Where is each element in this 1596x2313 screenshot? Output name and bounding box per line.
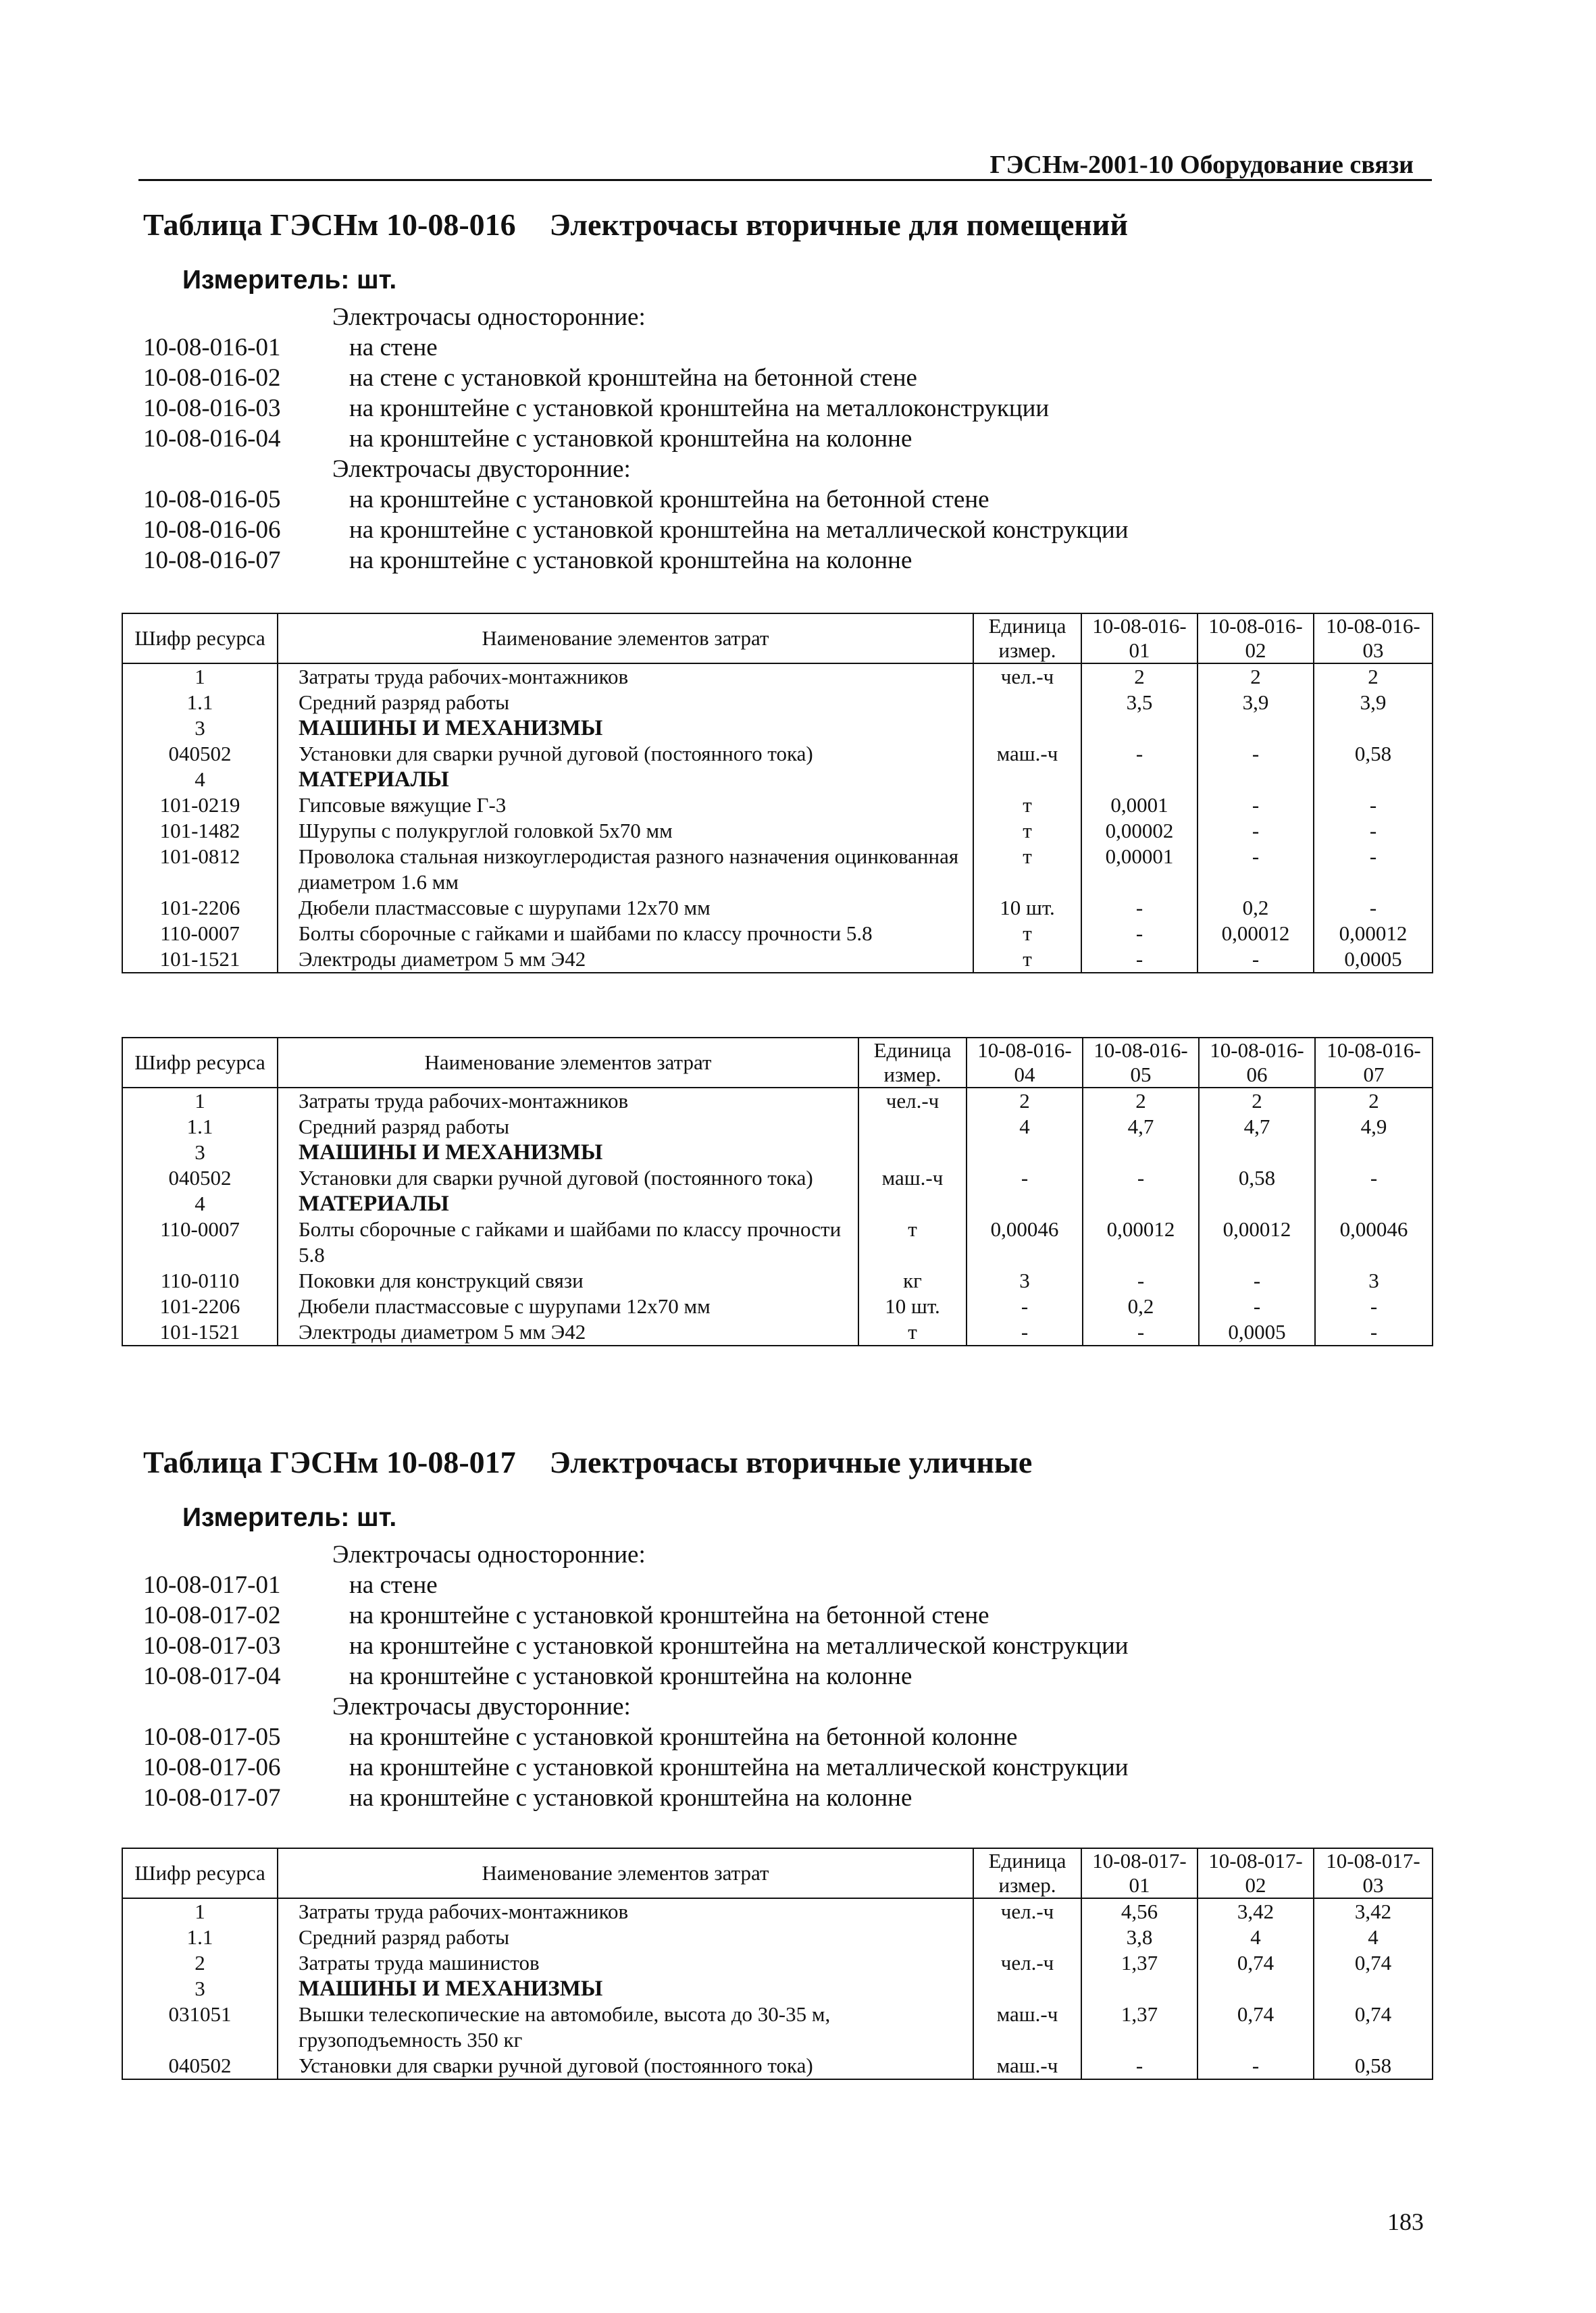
value-cell: -: [1314, 844, 1433, 895]
value-cell: -: [1081, 895, 1198, 921]
value-cell: 0,74: [1198, 1950, 1314, 1976]
value-cell: 3,42: [1198, 1898, 1314, 1925]
table-row: [122, 690, 1433, 715]
value-cell: -: [1198, 818, 1314, 844]
value-cell: 0,2: [1198, 895, 1314, 921]
value-cell: -: [1198, 2053, 1314, 2079]
resource-code: 3: [122, 715, 278, 741]
value-cell: 0,0001: [1081, 792, 1198, 818]
value-cell: 0,00012: [1314, 921, 1433, 946]
list-item-code: 10-08-017-04: [143, 1662, 281, 1690]
value-cell: [967, 1191, 1083, 1217]
value-cell: -: [1315, 1294, 1433, 1319]
value-cell: -: [1315, 1319, 1433, 1346]
resource-code: 1: [122, 1088, 278, 1114]
list-item: [143, 332, 1129, 363]
value-cell: [1199, 1191, 1315, 1217]
list-item: [143, 302, 1129, 332]
table-10-08-016-part2: [122, 1037, 1433, 1346]
list-item: [143, 1600, 1129, 1631]
list-item: [143, 484, 1129, 515]
value-cell: -: [1199, 1294, 1315, 1319]
header-rule: [138, 179, 1432, 181]
unit-cell: т: [858, 1217, 967, 1268]
running-header: ГЭСНм-2001-10 Оборудование связи: [989, 151, 1414, 179]
column-header: 10-08-017-01: [1081, 1848, 1198, 1898]
list-item: [143, 1692, 1129, 1722]
cost-item-name: МАТЕРИАЛЫ: [278, 767, 973, 792]
resource-code: 3: [122, 1140, 278, 1165]
unit-cell: т: [973, 792, 1081, 818]
value-cell: -: [967, 1165, 1083, 1191]
value-cell: -: [967, 1319, 1083, 1346]
unit-cell: [858, 1140, 967, 1165]
cost-item-name: МАШИНЫ И МЕХАНИЗМЫ: [278, 1140, 858, 1165]
list-item-text: на кронштейне с установкой кронштейна на бетонной стене: [349, 1602, 989, 1629]
resource-code: 040502: [122, 741, 278, 767]
value-cell: [1198, 1976, 1314, 2002]
value-cell: 0,00012: [1083, 1217, 1199, 1268]
list-item-code: 10-08-016-05: [143, 486, 281, 513]
value-cell: 2: [1199, 1088, 1315, 1114]
resource-code: 031051: [122, 2002, 278, 2053]
resource-code: 1.1: [122, 690, 278, 715]
cost-item-name: Вышки телескопические на автомобиле, высота до 30-35 м, грузоподъемность 350 кг: [278, 2002, 973, 2053]
column-header: Шифр ресурса: [122, 1038, 278, 1088]
list-item-code: 10-08-017-07: [143, 1784, 281, 1812]
value-cell: 0,74: [1314, 1950, 1433, 1976]
cost-item-name: Гипсовые вяжущие Г-3: [278, 792, 973, 818]
resource-code: 4: [122, 767, 278, 792]
value-cell: 2: [1198, 663, 1314, 690]
value-cell: 0,00046: [1315, 1217, 1433, 1268]
table-row: [122, 1268, 1433, 1294]
list-item-text: на кронштейне с установкой кронштейна на металлической конструкции: [349, 1754, 1129, 1781]
table-row: [122, 844, 1433, 895]
cost-item-name: Шурупы с полукруглой головкой 5х70 мм: [278, 818, 973, 844]
cost-item-name: Электроды диаметром 5 мм Э42: [278, 1319, 858, 1346]
list-item: [143, 1570, 1129, 1600]
value-cell: 0,00046: [967, 1217, 1083, 1268]
unit-cell: [973, 1976, 1081, 2002]
value-cell: 4: [1314, 1925, 1433, 1950]
resource-code: 110-0007: [122, 1217, 278, 1268]
value-cell: 3,9: [1198, 690, 1314, 715]
table-row: [122, 1898, 1433, 1925]
cost-item-name: Средний разряд работы: [278, 1114, 858, 1140]
list-item-code: 10-08-016-04: [143, 425, 281, 453]
value-cell: [1083, 1191, 1199, 1217]
cost-item-name: Средний разряд работы: [278, 690, 973, 715]
value-cell: 2: [1315, 1088, 1433, 1114]
list-item-text: на кронштейне с установкой кронштейна на колонне: [349, 425, 912, 453]
value-cell: [1199, 1140, 1315, 1165]
value-cell: -: [1199, 1268, 1315, 1294]
list-item-code: 10-08-016-01: [143, 334, 281, 361]
column-header: 10-08-016-06: [1199, 1038, 1315, 1088]
cost-item-name: МАТЕРИАЛЫ: [278, 1191, 858, 1217]
column-header: Наименование элементов затрат: [278, 613, 973, 663]
value-cell: 0,74: [1198, 2002, 1314, 2053]
value-cell: 4,7: [1199, 1114, 1315, 1140]
value-cell: 4,56: [1081, 1898, 1198, 1925]
value-cell: -: [1083, 1268, 1199, 1294]
resource-code: 110-0110: [122, 1268, 278, 1294]
section2-title: [143, 1444, 1032, 1480]
cost-item-name: Электроды диаметром 5 мм Э42: [278, 946, 973, 973]
list-item-code: 10-08-016-03: [143, 395, 281, 422]
table-row: [122, 1191, 1433, 1217]
value-cell: -: [1198, 844, 1314, 895]
table-row: [122, 1217, 1433, 1268]
list-item-code: 10-08-017-03: [143, 1632, 281, 1660]
section1-label: Таблица ГЭСНм 10-08-016: [143, 207, 516, 242]
value-cell: 3: [1315, 1268, 1433, 1294]
unit-cell: чел.-ч: [973, 1898, 1081, 1925]
unit-cell: т: [973, 921, 1081, 946]
value-cell: 0,58: [1314, 741, 1433, 767]
resource-code: 101-1521: [122, 946, 278, 973]
list-item-code: 10-08-017-02: [143, 1602, 281, 1629]
unit-cell: [973, 767, 1081, 792]
resource-code: 4: [122, 1191, 278, 1217]
list-item: [143, 1722, 1129, 1752]
unit-cell: маш.-ч: [858, 1165, 967, 1191]
list-item: [143, 1631, 1129, 1661]
resource-code: 1: [122, 1898, 278, 1925]
unit-cell: [973, 1925, 1081, 1950]
column-header: 10-08-017-03: [1314, 1848, 1433, 1898]
unit-cell: [973, 715, 1081, 741]
cost-item-name: Установки для сварки ручной дуговой (постоянного тока): [278, 741, 973, 767]
resource-code: 101-2206: [122, 895, 278, 921]
value-cell: 2: [1314, 663, 1433, 690]
list-item-code: 10-08-016-02: [143, 364, 281, 392]
value-cell: 1,37: [1081, 1950, 1198, 1976]
value-cell: -: [1314, 792, 1433, 818]
value-cell: 3,8: [1081, 1925, 1198, 1950]
table-10-08-017: [122, 1848, 1433, 2080]
table-row: [122, 2053, 1433, 2079]
table-row: [122, 792, 1433, 818]
value-cell: [967, 1140, 1083, 1165]
unit-cell: маш.-ч: [973, 2002, 1081, 2053]
table-row: [122, 1165, 1433, 1191]
resource-code: 110-0007: [122, 921, 278, 946]
resource-code: 040502: [122, 1165, 278, 1191]
table-row: [122, 1950, 1433, 1976]
list-item-code: 10-08-017-01: [143, 1571, 281, 1599]
value-cell: [1315, 1191, 1433, 1217]
table-row: [122, 1114, 1433, 1140]
cost-item-name: Поковки для конструкций связи: [278, 1268, 858, 1294]
list-item-code: 10-08-017-05: [143, 1723, 281, 1751]
value-cell: 0,00002: [1081, 818, 1198, 844]
value-cell: -: [1198, 741, 1314, 767]
column-header: Наименование элементов затрат: [278, 1848, 973, 1898]
section1-name: Электрочасы вторичные для помещений: [549, 207, 1128, 242]
cost-item-name: МАШИНЫ И МЕХАНИЗМЫ: [278, 715, 973, 741]
cost-item-name: Установки для сварки ручной дуговой (постоянного тока): [278, 1165, 858, 1191]
table-10-08-016-part1: [122, 613, 1433, 973]
cost-item-name: Затраты труда рабочих-монтажников: [278, 1898, 973, 1925]
table-row: [122, 715, 1433, 741]
column-header: 10-08-016-04: [967, 1038, 1083, 1088]
cost-item-name: Затраты труда рабочих-монтажников: [278, 1088, 858, 1114]
table-row: [122, 663, 1433, 690]
column-header: Шифр ресурса: [122, 1848, 278, 1898]
list-item-text: на кронштейне с установкой кронштейна на бетонной стене: [349, 486, 989, 513]
table-row: [122, 1088, 1433, 1114]
unit-cell: маш.-ч: [973, 2053, 1081, 2079]
value-cell: 2: [1083, 1088, 1199, 1114]
list-item-text: на кронштейне с установкой кронштейна на колонне: [349, 547, 912, 574]
column-header: Единица измер.: [858, 1038, 967, 1088]
table-row: [122, 1925, 1433, 1950]
list-item: [143, 1783, 1129, 1813]
list-item: [143, 393, 1129, 424]
resource-code: 101-2206: [122, 1294, 278, 1319]
value-cell: [1083, 1140, 1199, 1165]
table-header-row: [122, 1038, 1433, 1088]
value-cell: 2: [967, 1088, 1083, 1114]
column-header: Единица измер.: [973, 1848, 1081, 1898]
column-header: Наименование элементов затрат: [278, 1038, 858, 1088]
table-row: [122, 741, 1433, 767]
cost-item-name: Дюбели пластмассовые с шурупами 12х70 мм: [278, 1294, 858, 1319]
list-item-text: на стене: [349, 1571, 438, 1599]
section2-name: Электрочасы вторичные уличные: [549, 1445, 1033, 1479]
list-item-code: 10-08-017-06: [143, 1754, 281, 1781]
value-cell: 0,58: [1314, 2053, 1433, 2079]
value-cell: 0,2: [1083, 1294, 1199, 1319]
section1-title: [143, 207, 1128, 243]
list-item-text: на кронштейне с установкой кронштейна на колонне: [349, 1662, 912, 1690]
column-header: 10-08-016-01: [1081, 613, 1198, 663]
value-cell: [1198, 767, 1314, 792]
resource-code: 1.1: [122, 1114, 278, 1140]
section1-list: [143, 302, 1129, 576]
unit-cell: [858, 1114, 967, 1140]
value-cell: [1314, 1976, 1433, 2002]
value-cell: -: [967, 1294, 1083, 1319]
value-cell: 0,58: [1199, 1165, 1315, 1191]
value-cell: -: [1081, 741, 1198, 767]
page-number: 183: [1387, 2208, 1424, 2235]
column-header: 10-08-016-07: [1315, 1038, 1433, 1088]
list-item-code: 10-08-016-07: [143, 547, 281, 574]
unit-cell: т: [858, 1319, 967, 1346]
list-item: [143, 545, 1129, 576]
list-item: [143, 1752, 1129, 1783]
list-item-text: на кронштейне с установкой кронштейна на металлической конструкции: [349, 516, 1129, 544]
cost-item-name: Болты сборочные с гайками и шайбами по классу прочности 5.8: [278, 921, 973, 946]
list-item-text: на кронштейне с установкой кронштейна на металлической конструкции: [349, 1632, 1129, 1660]
value-cell: 0,00001: [1081, 844, 1198, 895]
value-cell: 4: [967, 1114, 1083, 1140]
table-row: [122, 895, 1433, 921]
table-header-row: [122, 1848, 1433, 1898]
table-row: [122, 1140, 1433, 1165]
list-item-text: на кронштейне с установкой кронштейна на бетонной колонне: [349, 1723, 1018, 1751]
value-cell: 4,7: [1083, 1114, 1199, 1140]
table-row: [122, 767, 1433, 792]
value-cell: 1,37: [1081, 2002, 1198, 2053]
value-cell: 4: [1198, 1925, 1314, 1950]
list-item: [143, 515, 1129, 545]
unit-cell: 10 шт.: [973, 895, 1081, 921]
table-header-row: [122, 613, 1433, 663]
column-header: 10-08-017-02: [1198, 1848, 1314, 1898]
unit-cell: чел.-ч: [973, 663, 1081, 690]
unit-cell: т: [973, 844, 1081, 895]
resource-code: 040502: [122, 2053, 278, 2079]
table-row: [122, 1319, 1433, 1346]
column-header: Шифр ресурса: [122, 613, 278, 663]
value-cell: [1315, 1140, 1433, 1165]
unit-cell: маш.-ч: [973, 741, 1081, 767]
value-cell: 0,0005: [1314, 946, 1433, 973]
value-cell: 0,0005: [1199, 1319, 1315, 1346]
resource-code: 101-1521: [122, 1319, 278, 1346]
unit-cell: 10 шт.: [858, 1294, 967, 1319]
table-row: [122, 2002, 1433, 2053]
cost-item-name: Затраты труда машинистов: [278, 1950, 973, 1976]
list-item: [143, 454, 1129, 484]
resource-code: 101-0812: [122, 844, 278, 895]
list-group-heading: Электрочасы односторонние:: [332, 1541, 646, 1569]
value-cell: -: [1081, 2053, 1198, 2079]
cost-item-name: Средний разряд работы: [278, 1925, 973, 1950]
value-cell: -: [1081, 921, 1198, 946]
cost-item-name: МАШИНЫ И МЕХАНИЗМЫ: [278, 1976, 973, 2002]
cost-item-name: Затраты труда рабочих-монтажников: [278, 663, 973, 690]
value-cell: 0,74: [1314, 2002, 1433, 2053]
resource-code: 1.1: [122, 1925, 278, 1950]
section2-measure: Измеритель: шт.: [182, 1503, 397, 1532]
list-group-heading: Электрочасы односторонние:: [332, 303, 646, 331]
section1-measure: Измеритель: шт.: [182, 265, 397, 295]
value-cell: [1314, 767, 1433, 792]
section2-label: Таблица ГЭСНм 10-08-017: [143, 1445, 516, 1479]
list-item: [143, 1540, 1129, 1570]
list-item-code: 10-08-016-06: [143, 516, 281, 544]
table-row: [122, 921, 1433, 946]
unit-cell: кг: [858, 1268, 967, 1294]
list-item-text: на кронштейне с установкой кронштейна на колонне: [349, 1784, 912, 1812]
unit-cell: т: [973, 818, 1081, 844]
value-cell: 0,00012: [1198, 921, 1314, 946]
table-row: [122, 946, 1433, 973]
column-header: Единица измер.: [973, 613, 1081, 663]
list-group-heading: Электрочасы двусторонние:: [332, 455, 631, 483]
table-row: [122, 1294, 1433, 1319]
value-cell: 4,9: [1315, 1114, 1433, 1140]
resource-code: 3: [122, 1976, 278, 2002]
value-cell: -: [1314, 818, 1433, 844]
unit-cell: [973, 690, 1081, 715]
value-cell: 3: [967, 1268, 1083, 1294]
list-item-text: на стене: [349, 334, 438, 361]
list-item: [143, 363, 1129, 393]
value-cell: -: [1081, 946, 1198, 973]
list-item: [143, 424, 1129, 454]
unit-cell: чел.-ч: [973, 1950, 1081, 1976]
value-cell: [1198, 715, 1314, 741]
value-cell: 3,9: [1314, 690, 1433, 715]
value-cell: -: [1315, 1165, 1433, 1191]
list-group-heading: Электрочасы двусторонние:: [332, 1693, 631, 1721]
section2-list: [143, 1540, 1129, 1813]
value-cell: 0,00012: [1199, 1217, 1315, 1268]
column-header: 10-08-016-02: [1198, 613, 1314, 663]
column-header: 10-08-016-03: [1314, 613, 1433, 663]
unit-cell: [858, 1191, 967, 1217]
resource-code: 2: [122, 1950, 278, 1976]
value-cell: -: [1314, 895, 1433, 921]
cost-item-name: Проволока стальная низкоуглеродистая разного назначения оцинкованная диаметром 1.6 мм: [278, 844, 973, 895]
table-row: [122, 1976, 1433, 2002]
unit-cell: т: [973, 946, 1081, 973]
cost-item-name: Установки для сварки ручной дуговой (постоянного тока): [278, 2053, 973, 2079]
table-row: [122, 818, 1433, 844]
cost-item-name: Болты сборочные с гайками и шайбами по классу прочности 5.8: [278, 1217, 858, 1268]
value-cell: [1081, 715, 1198, 741]
value-cell: -: [1198, 792, 1314, 818]
value-cell: [1081, 1976, 1198, 2002]
list-item: [143, 1661, 1129, 1692]
list-item-text: на стене с установкой кронштейна на бетонной стене: [349, 364, 917, 392]
resource-code: 101-1482: [122, 818, 278, 844]
value-cell: 3,42: [1314, 1898, 1433, 1925]
resource-code: 1: [122, 663, 278, 690]
value-cell: -: [1198, 946, 1314, 973]
value-cell: -: [1083, 1319, 1199, 1346]
resource-code: 101-0219: [122, 792, 278, 818]
value-cell: 2: [1081, 663, 1198, 690]
value-cell: 3,5: [1081, 690, 1198, 715]
unit-cell: чел.-ч: [858, 1088, 967, 1114]
column-header: 10-08-016-05: [1083, 1038, 1199, 1088]
cost-item-name: Дюбели пластмассовые с шурупами 12х70 мм: [278, 895, 973, 921]
value-cell: -: [1083, 1165, 1199, 1191]
value-cell: [1081, 767, 1198, 792]
value-cell: [1314, 715, 1433, 741]
list-item-text: на кронштейне с установкой кронштейна на металлоконструкции: [349, 395, 1050, 422]
